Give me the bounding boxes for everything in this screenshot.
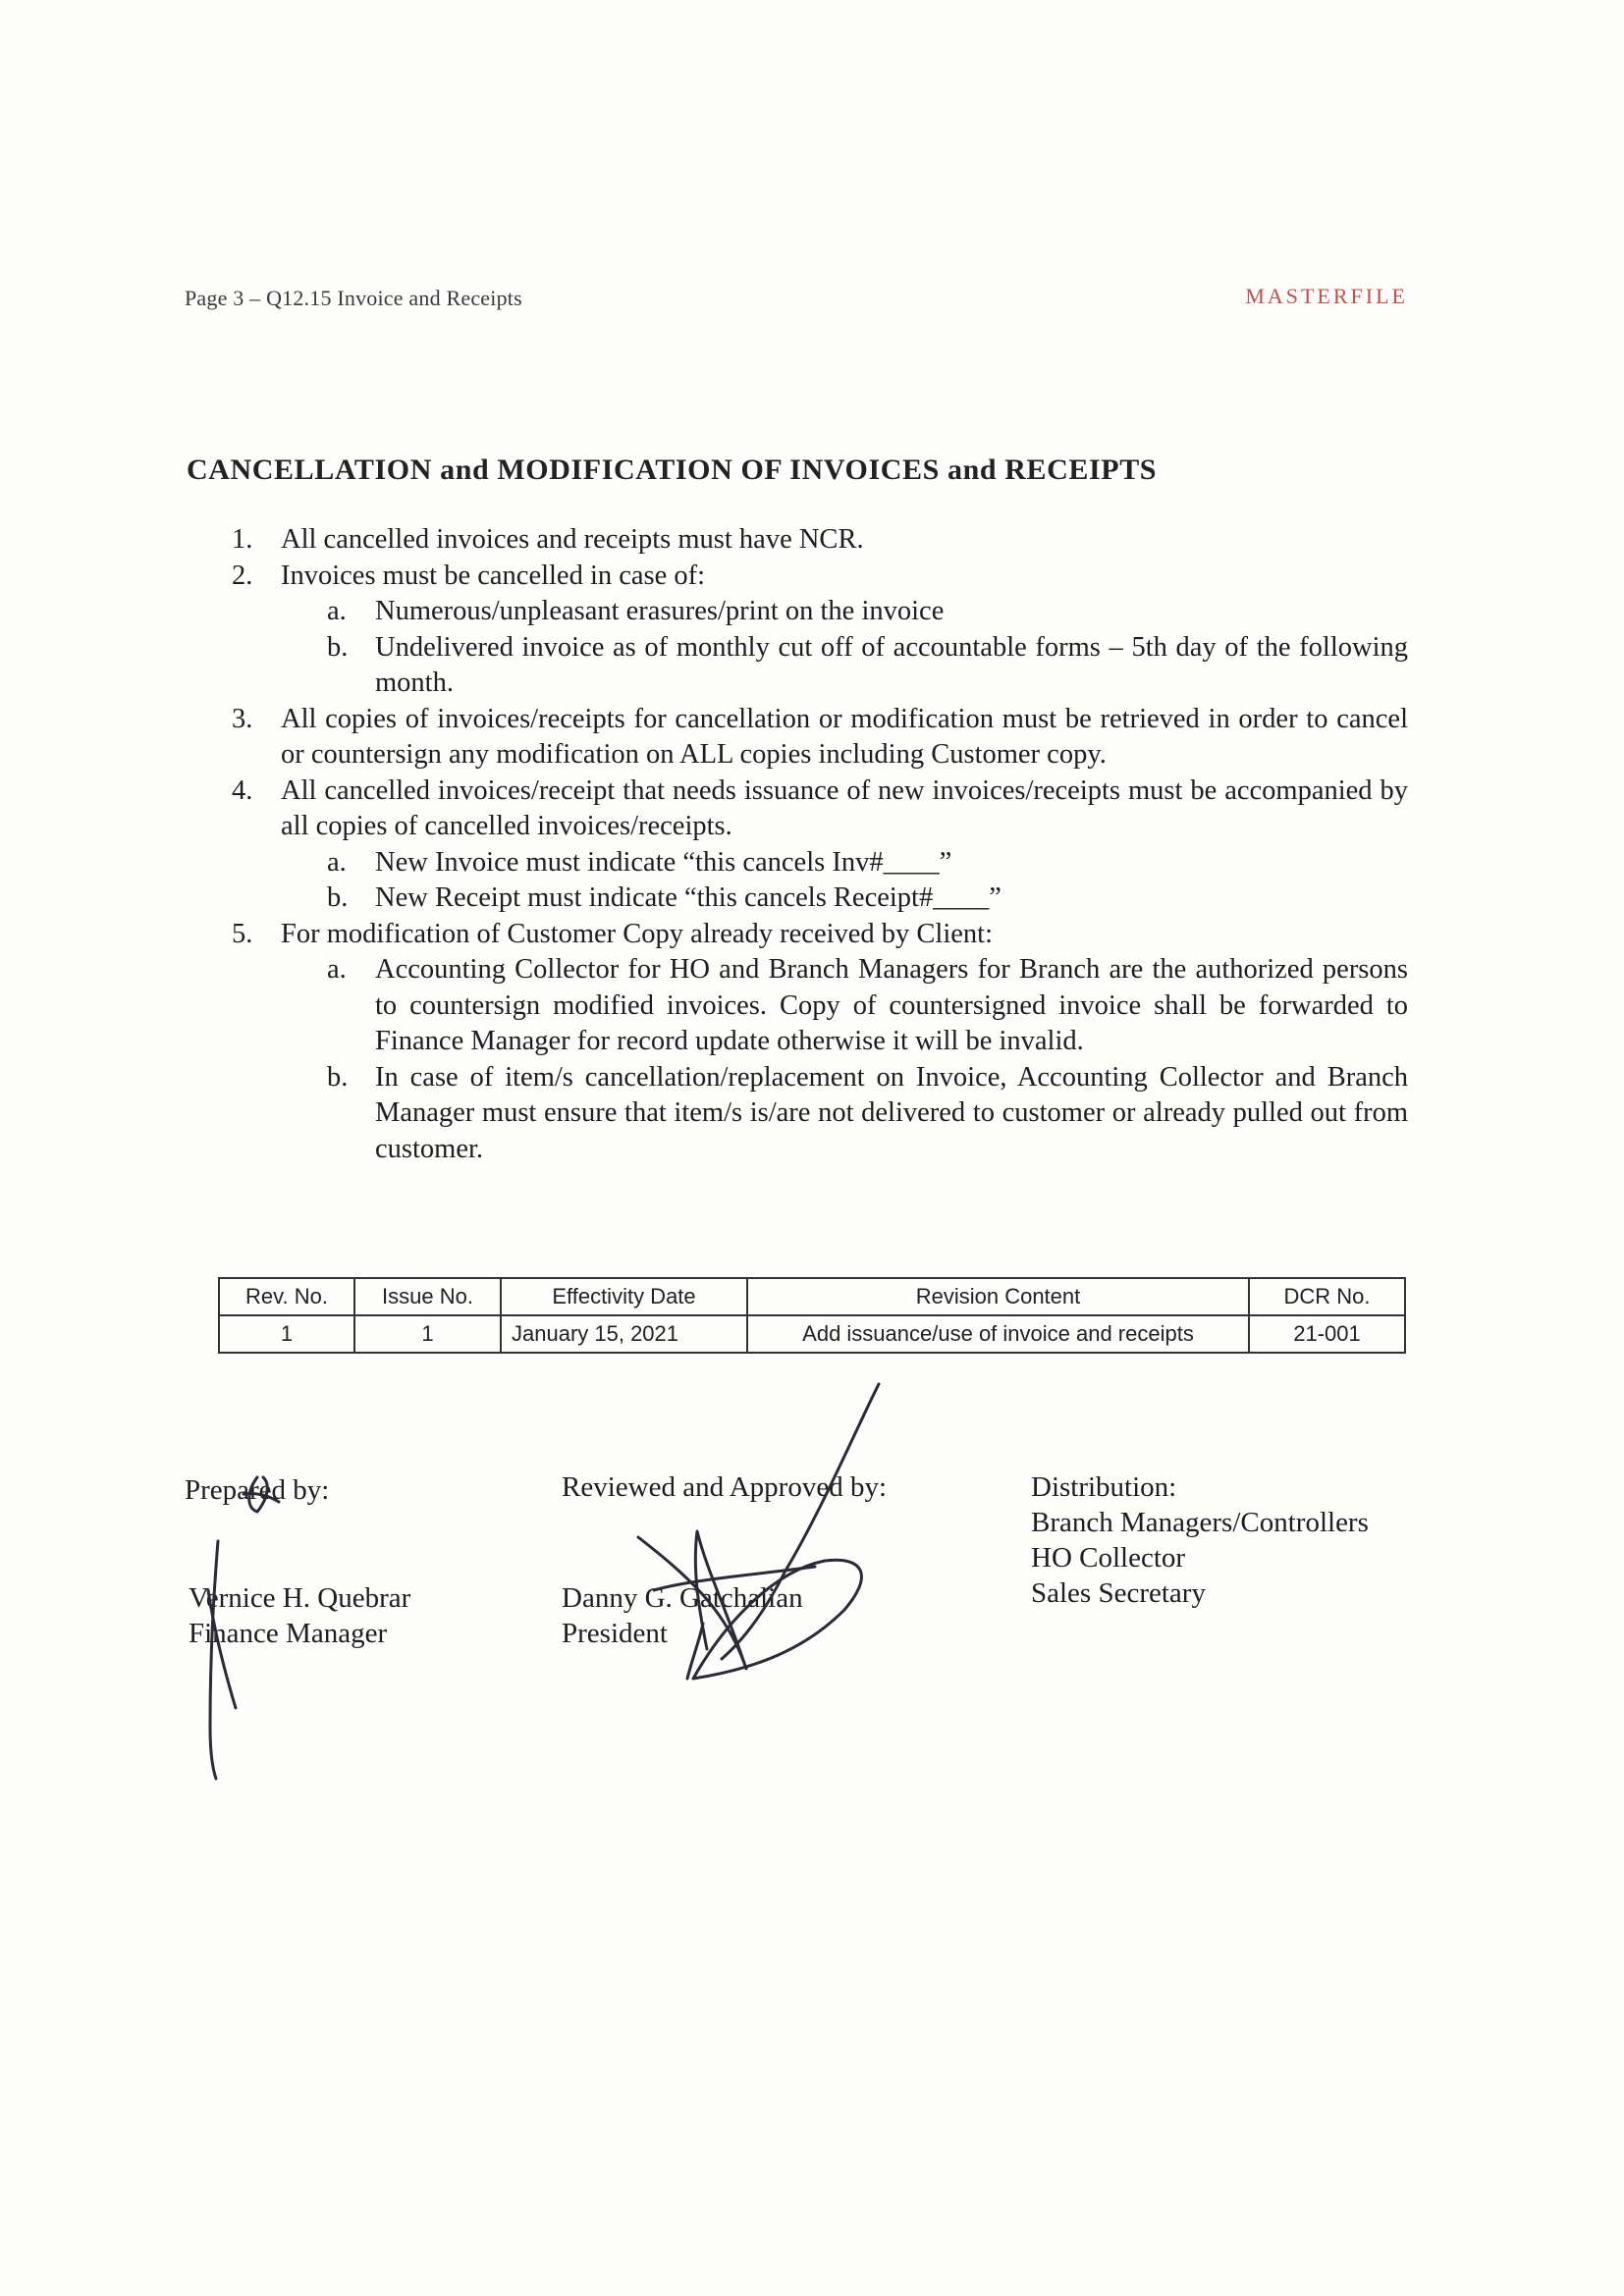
masterfile-stamp: MASTERFILE [1245,284,1408,308]
preparer-title: Finance Manager [189,1618,388,1649]
approver-signature-stroke [722,1384,879,1659]
column-header: Rev. No. [219,1278,354,1315]
column-header: Revision Content [747,1278,1249,1315]
reviewed-approved-label: Reviewed and Approved by: [562,1471,888,1503]
list-item: 4. All cancelled invoices/receipt that needs issuance of new invoices/receipts must be accompanied by all copies of cancelled invoices/receipts. [232,774,1408,841]
preparer-name: Vernice H. Quebrar [189,1582,411,1614]
table-cell: January 15, 2021 [501,1315,747,1353]
column-header: DCR No. [1249,1278,1405,1315]
column-header: Effectivity Date [501,1278,747,1315]
approver-signature-stroke [693,1560,861,1679]
list-item: 1. All cancelled invoices and receipts must have NCR. [232,524,864,555]
distribution-label: Distribution: [1031,1471,1177,1503]
prepared-by-label: Prepared by: [185,1474,330,1506]
sub-list-item: b. New Receipt must indicate “this cancels Receipt#____” [327,882,1001,913]
list-item: 5. For modification of Customer Copy already received by Client: [232,918,993,949]
distribution-item: HO Collector [1031,1542,1186,1574]
approver-signature-stroke [687,1624,703,1679]
table-row [219,1315,1405,1353]
approver-title: President [562,1618,668,1649]
sub-list-item: b. In case of item/s cancellation/replacement on Invoice, Accounting Collector and Branch Manager must ensure that item/s is/are not delivered to customer or already pulled out from customer. [327,1061,1408,1164]
table-cell: Add issuance/use of invoice and receipts [747,1315,1249,1353]
approver-name: Danny G. Gatchalian [562,1582,803,1614]
sub-list-item: a. Accounting Collector for HO and Branch Managers for Branch are the authorized persons to countersign modified invoices. Copy of countersigned invoice shall be forwarded to Finance Manager for record update otherwise it will be invalid. [327,954,1408,1056]
table-cell: 21-001 [1249,1315,1405,1353]
sub-list-item: b. Undelivered invoice as of monthly cut off of accountable forms – 5th day of the following month. [327,631,1408,698]
distribution-item: Branch Managers/Controllers [1031,1507,1369,1538]
list-item: 3. All copies of invoices/receipts for cancellation or modification must be retrieved in order to cancel or countersign any modification on ALL copies including Customer copy. [232,703,1408,770]
table-header-row [219,1278,1405,1315]
list-item: 2. Invoices must be cancelled in case of: [232,560,706,591]
document-title: CANCELLATION and MODIFICATION OF INVOICES and RECEIPTS [187,454,1158,486]
preparer-signature-stroke [210,1541,218,1779]
column-header: Issue No. [354,1278,501,1315]
revision-table [218,1277,1406,1354]
sub-list-item: a. Numerous/unpleasant erasures/print on the invoice [327,596,945,626]
table-cell: 1 [219,1315,354,1353]
sub-list-item: a. New Invoice must indicate “this cancels Inv#____” [327,846,952,878]
distribution-item: Sales Secretary [1031,1577,1206,1609]
page-header-title: Page 3 – Q12.15 Invoice and Receipts [185,286,522,310]
table-cell: 1 [354,1315,501,1353]
policy-list [0,522,1624,1167]
